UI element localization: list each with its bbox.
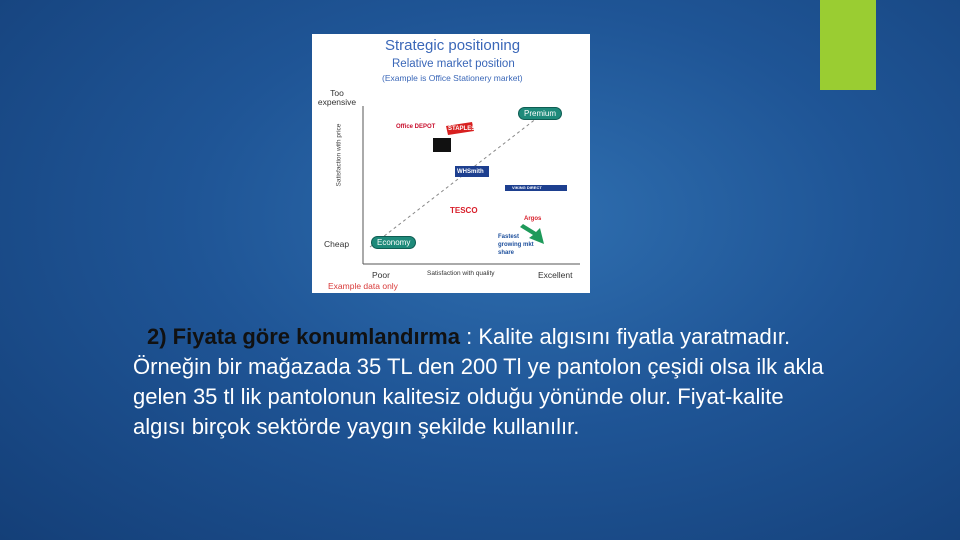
argos-logo: Argos	[524, 216, 542, 222]
premium-pill: Premium	[518, 107, 562, 120]
figure-title: Strategic positioning	[385, 37, 521, 54]
black-logo-box	[433, 138, 451, 152]
body-text: Kalite algısını fiyatla yaratmadır. Örneğin bir mağazada 35 TL den 200 Tl ye pantolon çeşidi olsa ilk akla gelen 35 tl lik pantolonun kalitesiz olduğu yönünde olur. Fiyat-kalite algısı birçok sektörde yaygın şekilde kullanılır.	[133, 324, 824, 439]
y-bottom-label: Cheap	[324, 239, 350, 249]
fastest-growing-label: Fastest growing mkt share	[498, 234, 534, 256]
body-paragraph	[133, 322, 833, 442]
viking-logo: VIKING DIRECT	[512, 185, 542, 190]
staples-logo: STAPLES	[448, 126, 476, 132]
x-right-label: Excellent	[538, 270, 573, 280]
accent-bar	[820, 0, 876, 90]
figure-subtitle: Relative market position	[392, 58, 515, 70]
y-top-label: Too expensive	[317, 88, 357, 107]
figure-note: (Example is Office Stationery market)	[382, 73, 523, 83]
body-separator: :	[459, 324, 479, 349]
office-depot-logo: Office DEPOT	[396, 124, 436, 130]
x-left-label: Poor	[372, 270, 390, 280]
whsmith-logo: WHSmith	[457, 169, 484, 175]
example-note: Example data only	[328, 281, 398, 291]
body-lead: 2) Fiyata göre konumlandırma	[147, 324, 460, 349]
positioning-figure	[312, 34, 590, 293]
economy-pill: Economy	[371, 236, 416, 249]
x-axis-label: Satisfaction with quality	[427, 270, 495, 277]
tesco-logo: TESCO	[450, 206, 478, 215]
y-axis-label: Satisfaction with price	[335, 123, 343, 187]
